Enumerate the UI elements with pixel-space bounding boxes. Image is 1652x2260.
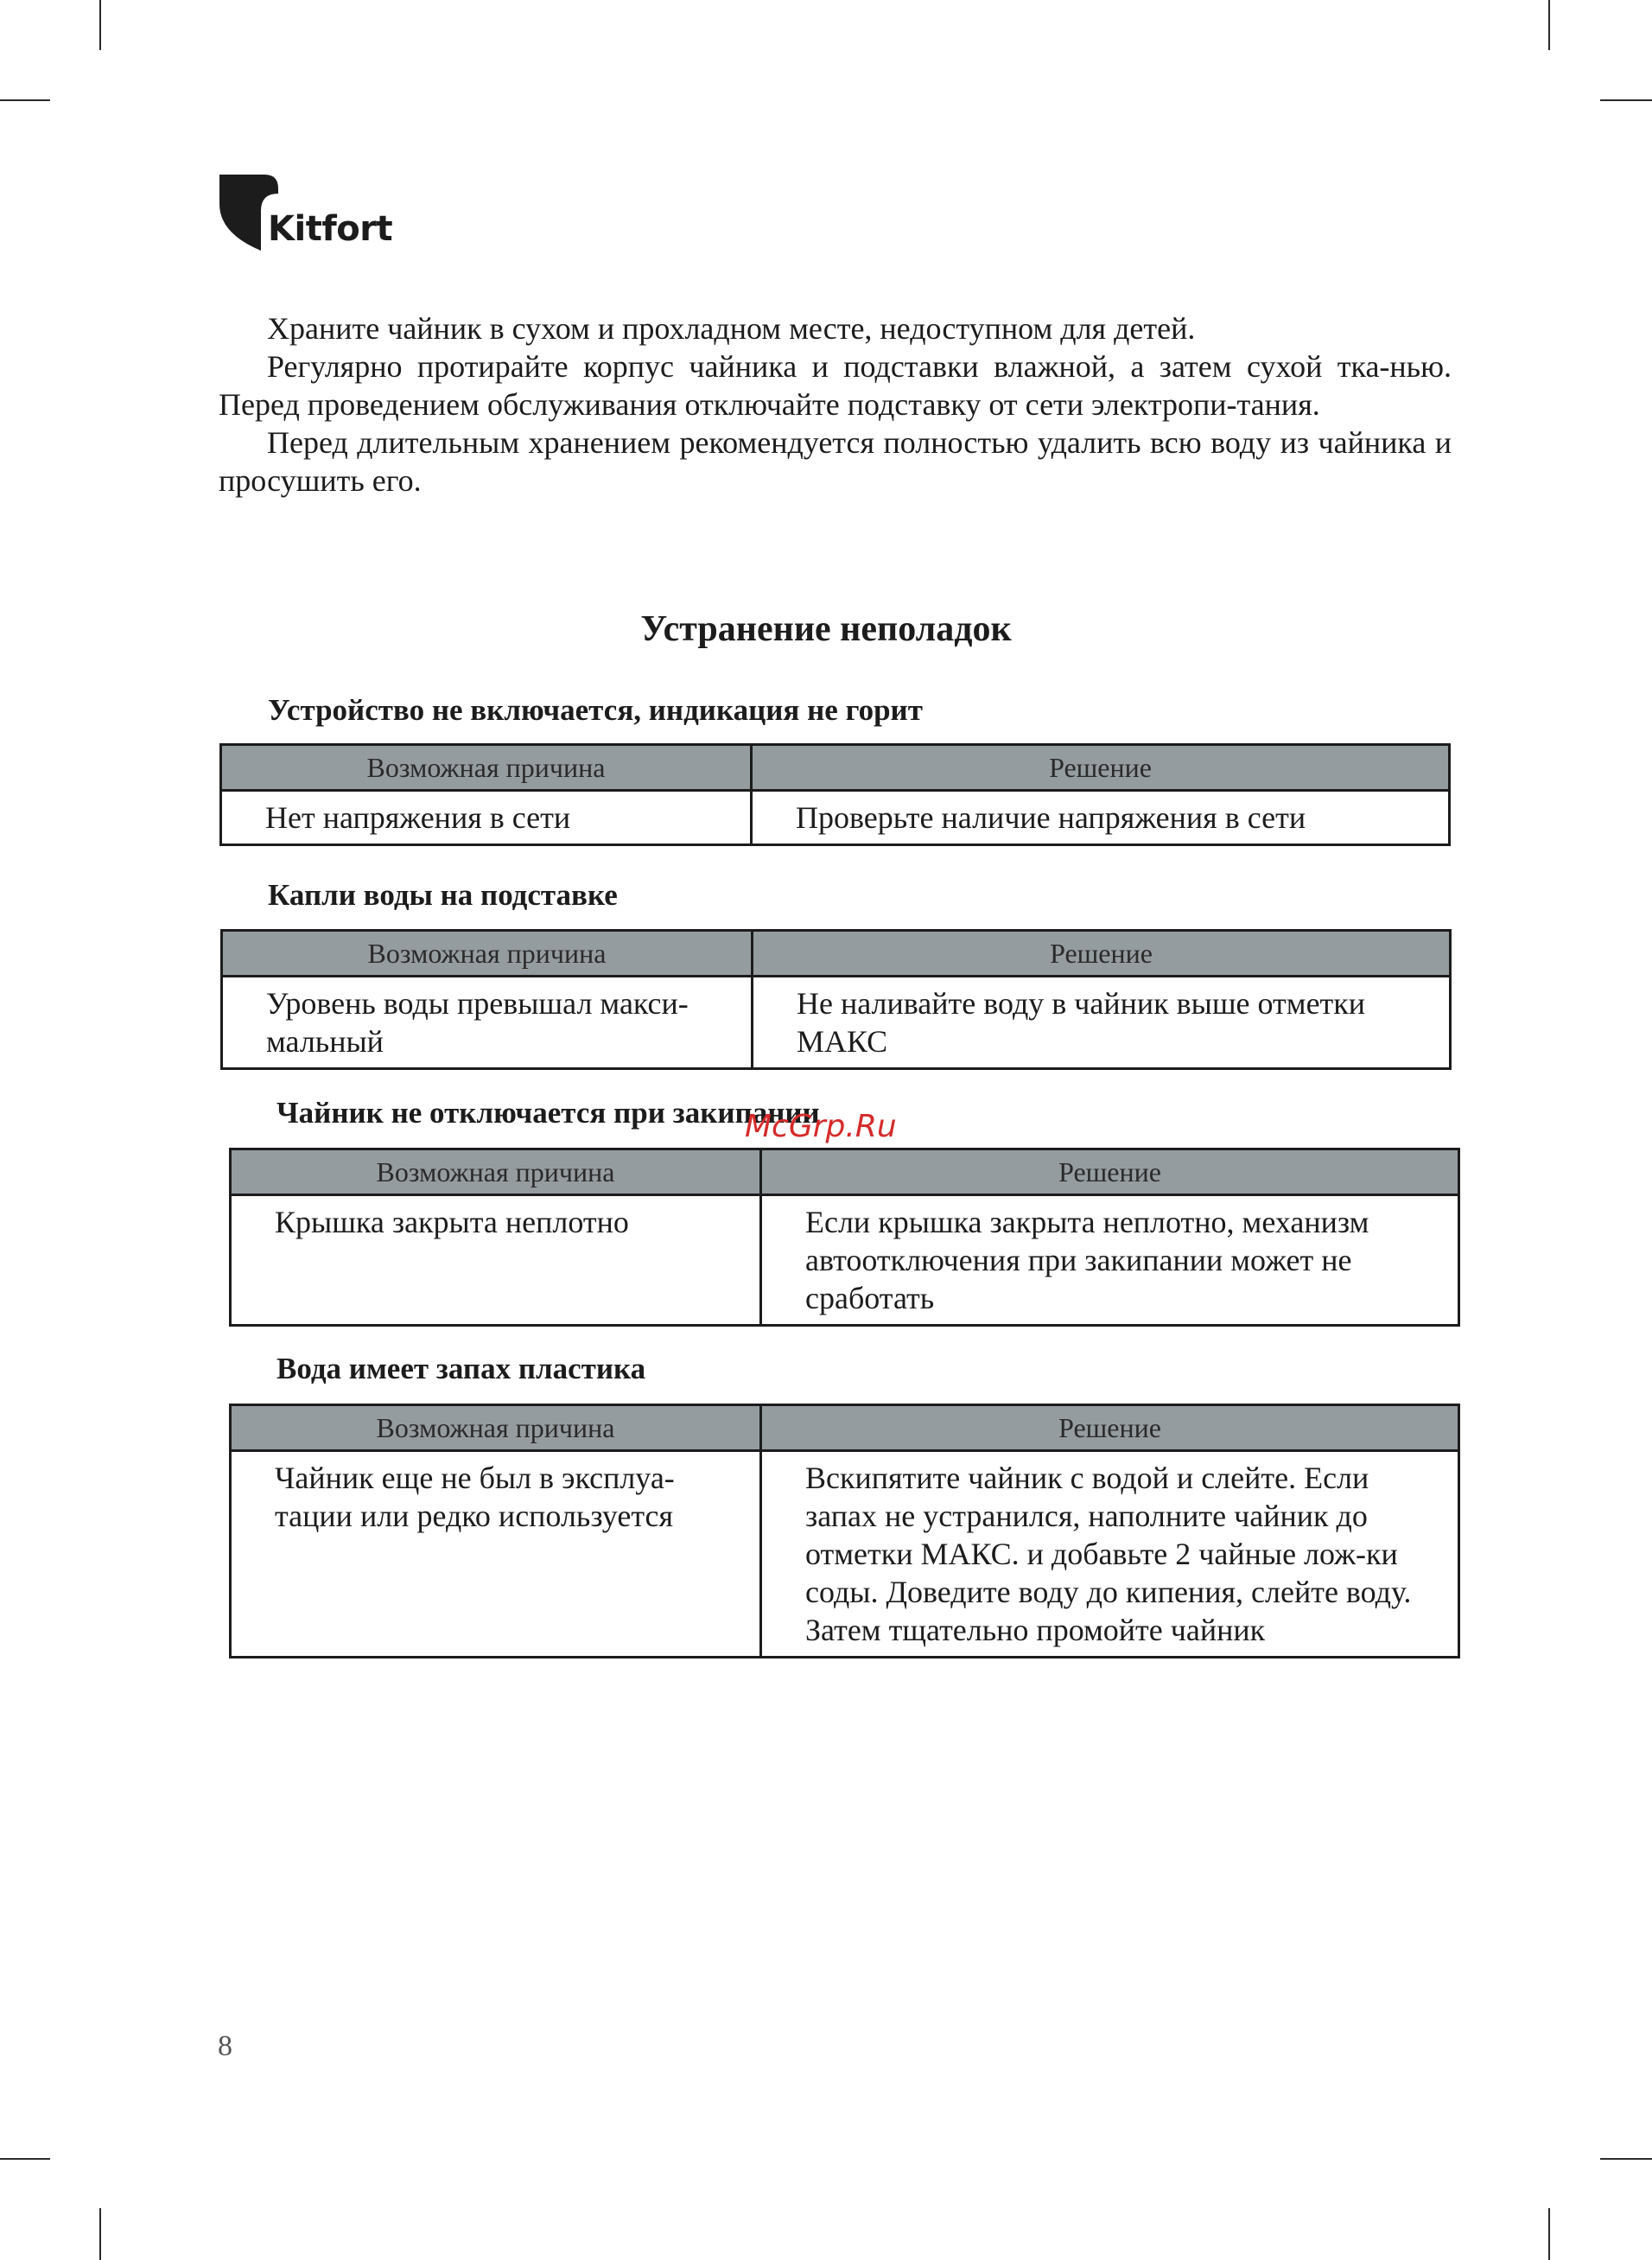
table-row [231, 1195, 1459, 1326]
crop-mark [1600, 99, 1652, 101]
column-header-cause: Возможная причина [231, 1405, 761, 1451]
problem-heading: Капли воды на подставке [268, 878, 618, 912]
cause-cell: Уровень воды превышал макси-мальный [222, 977, 753, 1069]
column-header-cause: Возможная причина [231, 1149, 761, 1195]
crop-mark [1600, 2158, 1652, 2160]
problem-heading: Вода имеет запах пластика [276, 1352, 646, 1385]
column-header-solution: Решение [761, 1149, 1459, 1195]
brand-name: Kitfort [268, 209, 393, 249]
solution-cell: Вскипятите чайник с водой и слейте. Если запах не устранился, наполните чайник до отметки МАКС. и добавьте 2 чайные лож-ки соды. Доведите воду до кипения, слейте воду. Затем тщательно промойте чайник [761, 1451, 1459, 1658]
troubleshooting-table [229, 1404, 1460, 1658]
troubleshooting-table [220, 929, 1452, 1070]
section-title: Устранение неполадок [640, 609, 1012, 649]
cause-cell: Чайник еще не был в эксплуа-тации или редко используется [231, 1451, 761, 1658]
table-row [221, 791, 1450, 845]
page-number: 8 [218, 2030, 232, 2062]
column-header-solution: Решение [761, 1405, 1459, 1451]
crop-mark [99, 2208, 101, 2260]
table-row [231, 1451, 1459, 1658]
crop-mark [1548, 0, 1550, 50]
cause-cell: Нет напряжения в сети [221, 791, 752, 845]
table-row [222, 977, 1451, 1069]
column-header-solution: Решение [753, 931, 1451, 977]
watermark: McGrp.Ru [745, 1109, 897, 1144]
troubleshooting-table [229, 1148, 1460, 1327]
column-header-solution: Решение [752, 745, 1450, 791]
column-header-cause: Возможная причина [222, 931, 753, 977]
crop-mark [0, 99, 50, 101]
column-header-cause: Возможная причина [221, 745, 752, 791]
paragraph: Храните чайник в сухом и прохладном месте, недоступном для детей. [267, 311, 1196, 346]
problem-heading: Устройство не включается, индикация не горит [268, 693, 923, 727]
crop-mark [1548, 2208, 1550, 2260]
paragraph: Регулярно протирайте корпус чайника и подставки влажной, а затем сухой тка-нью. Перед проведением обслуживания отключайте подставку от сети электропи-тания. [219, 349, 1452, 422]
paragraph: Перед длительным хранением рекомендуется полностью удалить всю воду из чайника и просушить его. [219, 425, 1452, 498]
solution-cell: Проверьте наличие напряжения в сети [752, 791, 1450, 845]
brand-logo [218, 173, 391, 255]
intro-text [219, 309, 1452, 500]
cause-cell: Крышка закрыта неплотно [231, 1195, 761, 1326]
crop-mark [0, 2158, 50, 2160]
solution-cell: Если крышка закрыта неплотно, механизм автоотключения при закипании может не сработать [761, 1195, 1459, 1326]
troubleshooting-table [219, 743, 1451, 846]
crop-mark [99, 0, 101, 50]
solution-cell: Не наливайте воду в чайник выше отметки МАКС [753, 977, 1451, 1069]
problem-heading: Чайник не отключается при закипании [276, 1096, 820, 1130]
